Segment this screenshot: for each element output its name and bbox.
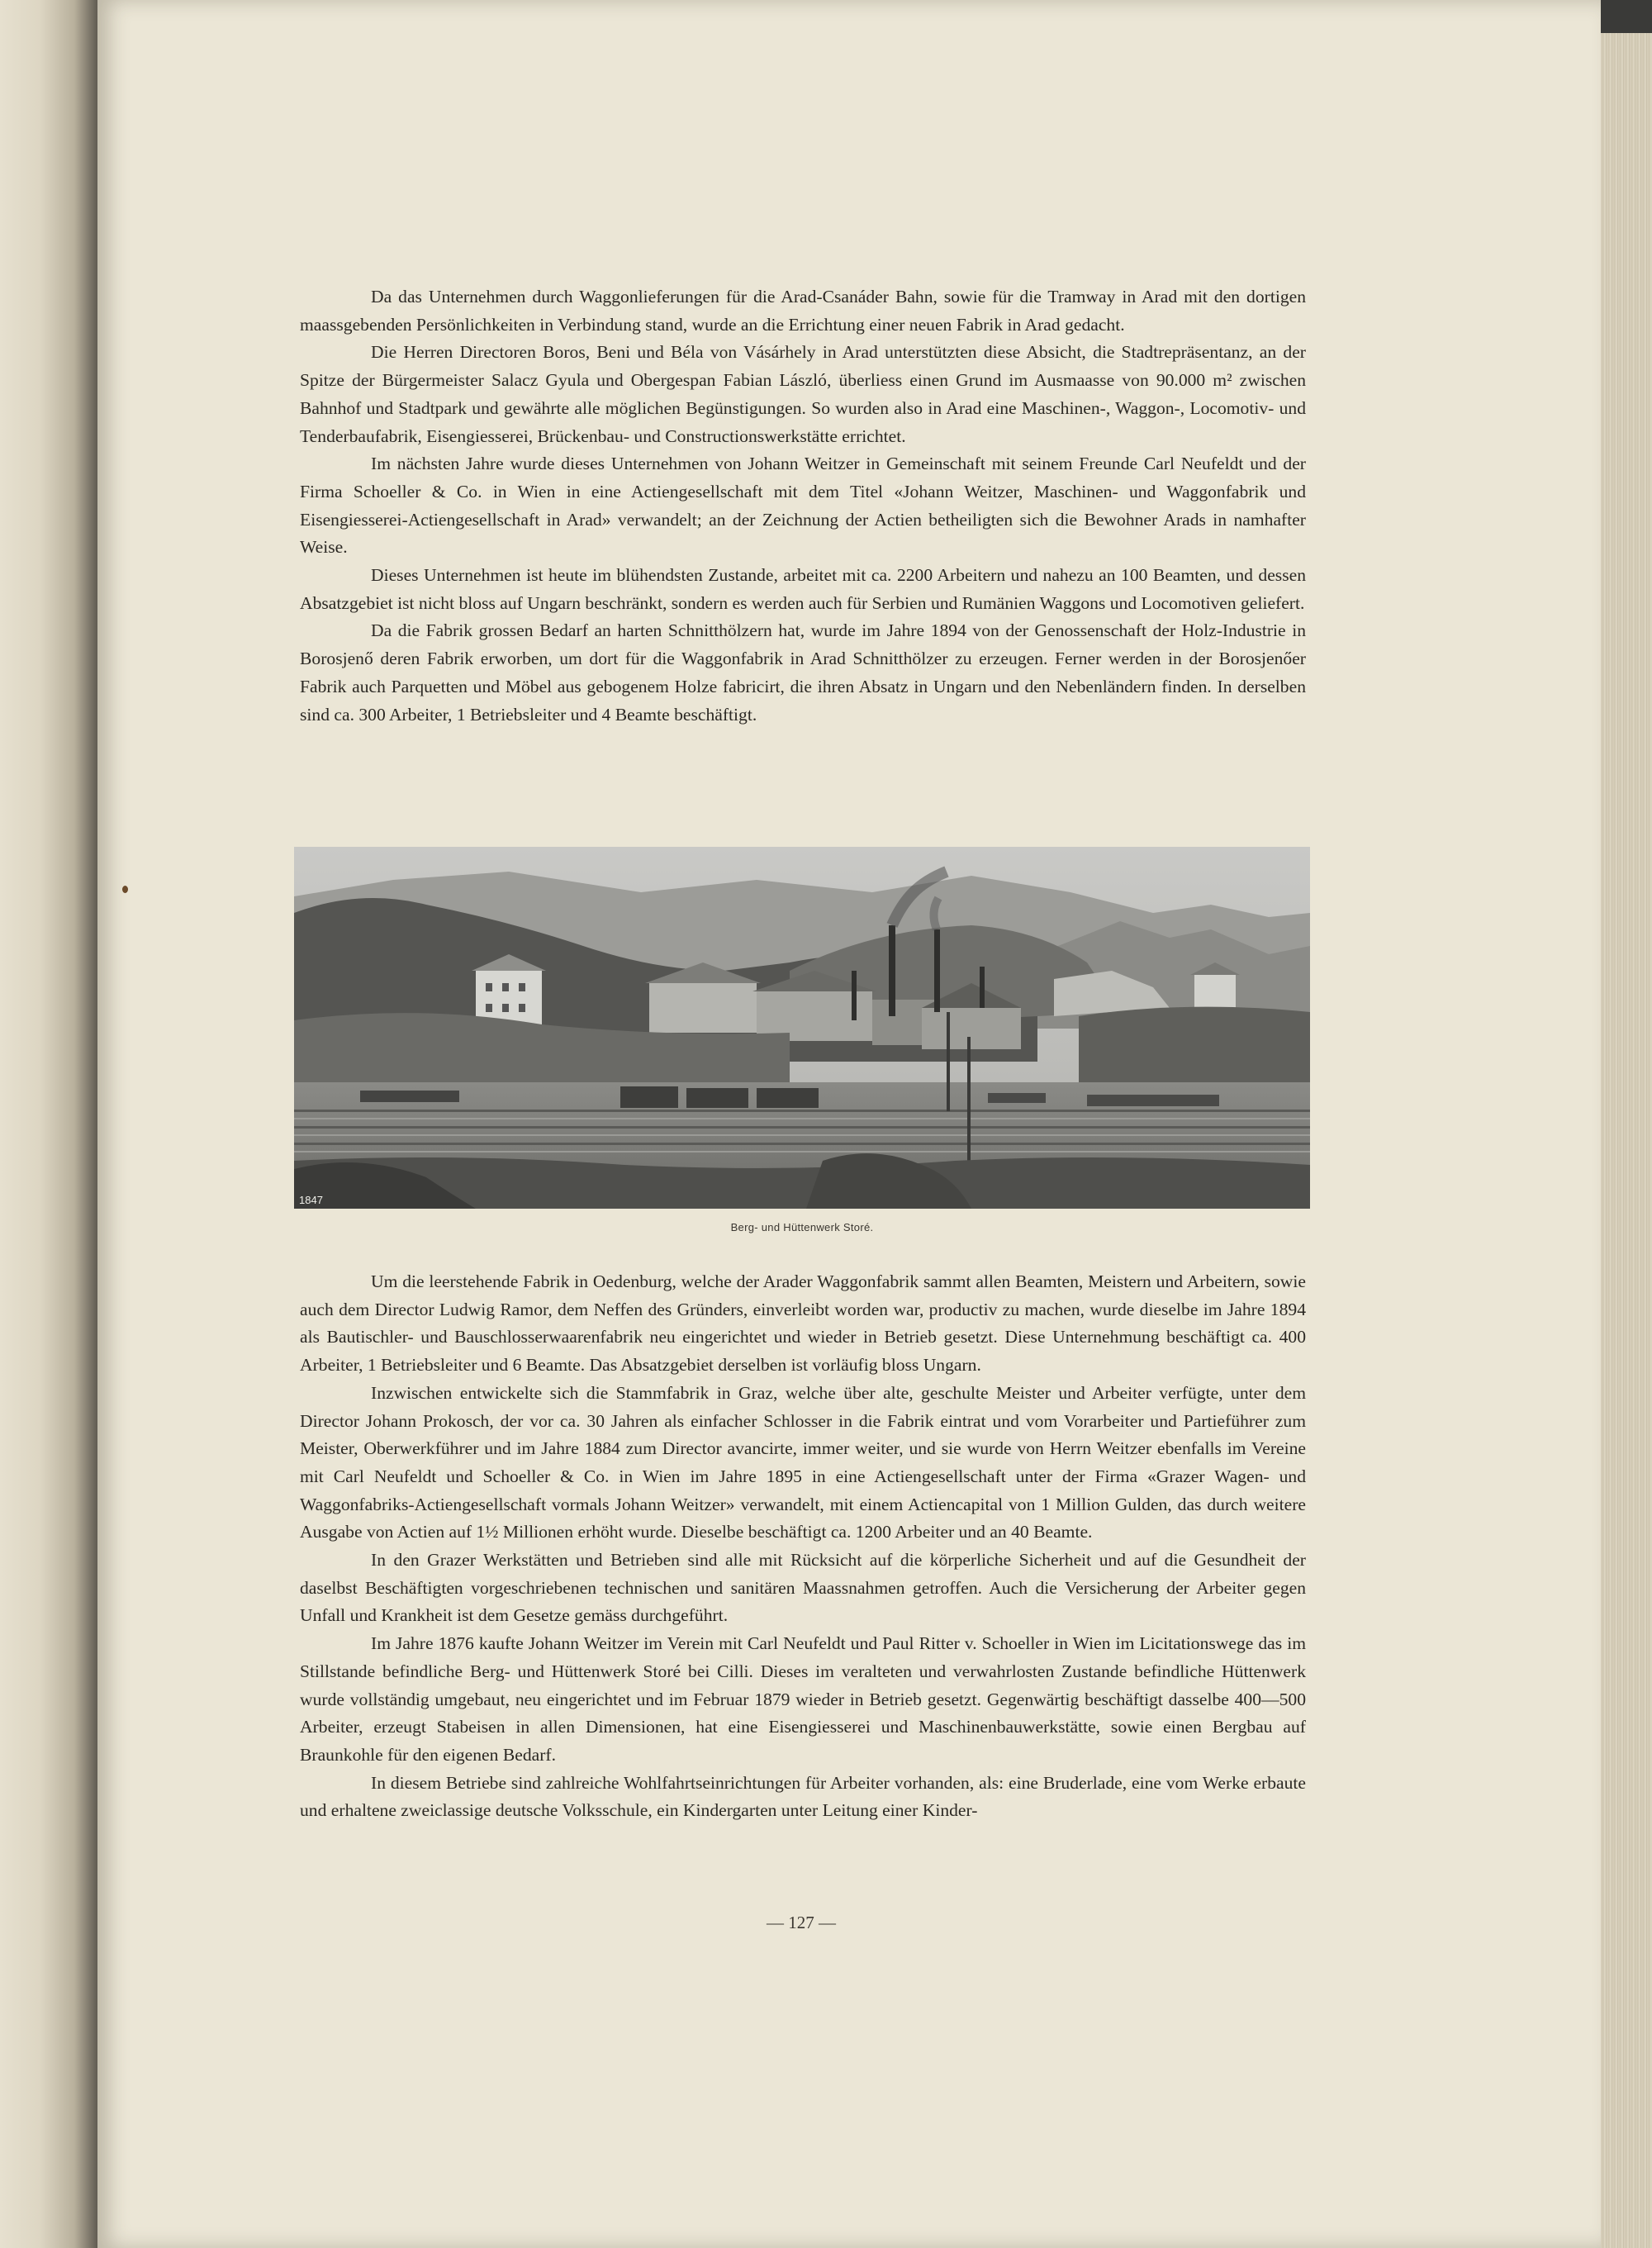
- paragraph: Im nächsten Jahre wurde dieses Unternehmen von Johann Weitzer in Gemeinschaft mit seinem Freunde Carl Neufeldt und der Firma Schoeller & Co. in Wien in eine Actiengesellschaft mit dem Titel «Johann Weitzer, Maschinen- und Waggonfabrik und Eisengiesserei-Actiengesellschaft in Arad» verwandelt; an der Zeichnung der Actien betheiligten sich die Bewohner Arads in namhafter Weise.: [300, 454, 1306, 558]
- text-block-bottom: [300, 1268, 1306, 1825]
- paragraph: Da die Fabrik grossen Bedarf an harten Schnitthölzern hat, wurde im Jahre 1894 von der Genossenschaft der Holz-Industrie in Borosjenő deren Fabrik erworben, um dort für die Waggonfabrik in Arad Schnitthölzer zu erzeugen. Ferner werden in der Borosjenőer Fabrik auch Parquetten und Möbel aus gebogenem Holze fabricirt, die ihren Absatz in Ungarn und den Nebenländern finden. In derselben sind ca. 300 Arbeiter, 1 Betriebsleiter und 4 Beamte beschäftigt.: [300, 620, 1306, 725]
- paragraph: Dieses Unternehmen ist heute im blühendsten Zustande, arbeitet mit ca. 2200 Arbeitern und nahezu an 100 Beamten, und dessen Absatzgebiet ist nicht bloss auf Ungarn beschränkt, sondern es werden auch für Serbien und Rumänien Waggons und Locomotiven geliefert.: [300, 565, 1306, 613]
- text-block-top: [300, 283, 1306, 729]
- figure-caption: Berg- und Hüttenwerk Storé.: [730, 1221, 874, 1233]
- paragraph: Inzwischen entwickelte sich die Stammfabrik in Graz, welche über alte, geschulte Meister und Arbeiter verfügte, unter dem Director Johann Prokosch, der vor ca. 30 Jahren als einfacher Schlosser in die Fabrik eintrat und vom Vorarbeiter und Partieführer zum Meister, Oberwerkführer und im Jahre 1884 zum Director avancirte, immer weiter, und sie wurde von Herrn Weitzer ebenfalls im Vereine mit Carl Neufeldt und Schoeller & Co. in Wien im Jahre 1895 in eine Actiengesellschaft unter der Firma «Grazer Wagen- und Waggonfabriks-Actiengesellschaft vormals Johann Weitzer» verwandelt, mit einem Actiencapital von 1 Million Gulden, das durch weitere Ausgabe von Actien auf 1½ Millionen erhöht wurde. Dieselbe beschäftigt ca. 1200 Arbeiter und an 40 Beamte.: [300, 1382, 1306, 1542]
- paragraph: Im Jahre 1876 kaufte Johann Weitzer im Verein mit Carl Neufeldt und Paul Ritter v. Schoeller in Wien im Licitationswege das im Stillstande befindliche Berg- und Hüttenwerk Storé bei Cilli. Dieses im veralteten und verwahrlosten Zustande befindliche Hüttenwerk wurde vollständig umgebaut, neu eingerichtet und im Februar 1879 wieder in Betrieb gesetzt. Gegenwärtig beschäftigt dasselbe 400—500 Arbeiter, erzeugt Stabeisen in allen Dimensionen, hat eine Eisengiesserei und Maschinenbauwerkstätte, sowie einen Bergbau auf Braunkohle für den eigenen Bedarf.: [300, 1633, 1306, 1765]
- book-gutter: [0, 0, 99, 2248]
- page-stack-edge: [1601, 33, 1652, 2248]
- factory-photograph: [294, 847, 1310, 1209]
- page-edge-top: [1601, 0, 1652, 33]
- paragraph: Die Herren Directoren Boros, Beni und Béla von Vásárhely in Arad unterstützten diese Absicht, die Stadtrepräsentanz, an der Spitze der Bürgermeister Salacz Gyula und Obergespan Fabian László, überliess einen Grund im Ausmaasse von 90.000 m² zwischen Bahnhof und Stadtpark und gewährte alle möglichen Begünstigungen. So wurden also in Arad eine Maschinen-, Waggon-, Locomotiv- und Tenderbaufabrik, Eisengiesserei, Brückenbau- und Constructionswerkstätte errichtet.: [300, 342, 1306, 446]
- paragraph: Um die leerstehende Fabrik in Oedenburg, welche der Arader Waggonfabrik sammt allen Beamten, Meistern und Arbeitern, sowie auch dem Director Ludwig Ramor, dem Neffen des Gründers, einverleibt worden war, productiv zu machen, wurde dieselbe im Jahre 1894 als Bautischler- und Bauschlosserwaarenfabrik neu eingerichtet und wieder in Betrieb gesetzt. Diese Unternehmung beschäftigt ca. 400 Arbeiter, 1 Betriebsleiter und 6 Beamte. Das Absatzgebiet derselben ist vorläufig bloss Ungarn.: [300, 1271, 1306, 1376]
- page-number: — 127 —: [767, 1913, 836, 1932]
- paper-speck: [122, 886, 128, 893]
- plate-mark: 1847: [299, 1194, 323, 1206]
- paragraph: In den Grazer Werkstätten und Betrieben sind alle mit Rücksicht auf die körperliche Sicherheit und auf die Gesundheit der daselbst Beschäftigten vorgeschriebenen technischen und sanitären Maassnahmen getroffen. Auch die Versicherung der Arbeiter gegen Unfall und Krankheit ist dem Gesetze gemäss durchgeführt.: [300, 1550, 1306, 1626]
- paragraph: In diesem Betriebe sind zahlreiche Wohlfahrtseinrichtungen für Arbeiter vorhanden, als: eine Bruderlade, eine vom Werke erbaute und erhaltene zweiclassige deutsche Volksschule, ein Kindergarten unter Leitung einer Kinder-: [300, 1772, 1306, 1821]
- paragraph: Da das Unternehmen durch Waggonlieferungen für die Arad-Csanáder Bahn, sowie für die Tramway in Arad mit den dortigen maassgebenden Persönlichkeiten in Verbindung stand, wurde an die Errichtung einer neuen Fabrik in Arad gedacht.: [300, 287, 1306, 335]
